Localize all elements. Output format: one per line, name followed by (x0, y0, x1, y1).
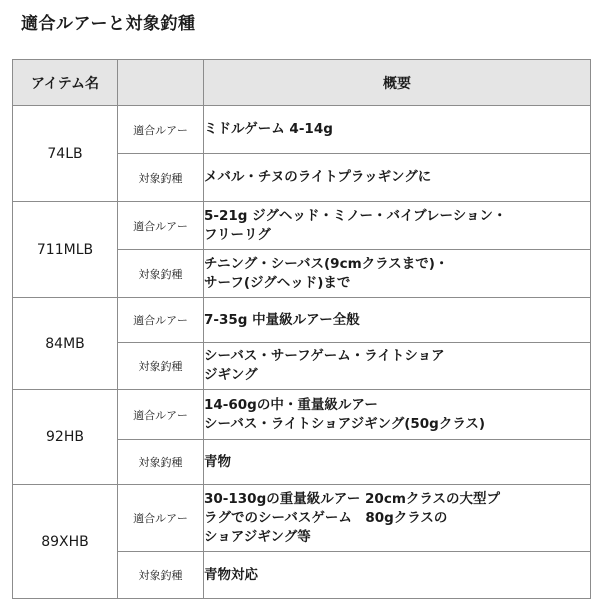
table-row (13, 390, 591, 440)
lure-label: 適合ルアー (118, 202, 204, 250)
lure-label: 適合ルアー (118, 298, 204, 343)
table-row (13, 106, 591, 154)
header-item-name: アイテム名 (13, 60, 118, 106)
table-row (13, 485, 591, 552)
target-description: シーバス・サーフゲーム・ライトショア ジギング (204, 343, 591, 390)
lure-description: 7-35g 中量級ルアー全般 (204, 298, 591, 343)
target-label: 対象釣種 (118, 552, 204, 599)
table-row (13, 202, 591, 250)
page-title: 適合ルアーと対象釣種 (21, 14, 196, 34)
target-label: 対象釣種 (118, 343, 204, 390)
lure-label: 適合ルアー (118, 106, 204, 154)
spec-table (12, 59, 591, 599)
model-name: 92HB (13, 390, 118, 485)
model-name: 711MLB (13, 202, 118, 298)
lure-label: 適合ルアー (118, 390, 204, 440)
lure-label: 適合ルアー (118, 485, 204, 552)
lure-description: 14-60gの中・重量級ルアー シーバス・ライトショアジギング(50gクラス) (204, 390, 591, 440)
model-name: 84MB (13, 298, 118, 390)
target-label: 対象釣種 (118, 250, 204, 298)
table-header-row (13, 60, 591, 106)
lure-description: 5-21g ジグヘッド・ミノー・バイブレーション・ フリーリグ (204, 202, 591, 250)
header-overview: 概要 (204, 60, 591, 106)
target-description: メバル・チヌのライトプラッギングに (204, 154, 591, 202)
table-row (13, 298, 591, 343)
target-description: 青物対応 (204, 552, 591, 599)
target-label: 対象釣種 (118, 440, 204, 485)
target-description: チニング・シーバス(9cmクラスまで)・ サーフ(ジグヘッド)まで (204, 250, 591, 298)
lure-description: 30-130gの重量級ルアー 20cmクラスの大型プ ラグでのシーバスゲーム 80gクラスの ショアジギング等 (204, 485, 591, 552)
model-name: 74LB (13, 106, 118, 202)
target-label: 対象釣種 (118, 154, 204, 202)
model-name: 89XHB (13, 485, 118, 599)
header-blank (118, 60, 204, 106)
lure-description: ミドルゲーム 4-14g (204, 106, 591, 154)
target-description: 青物 (204, 440, 591, 485)
